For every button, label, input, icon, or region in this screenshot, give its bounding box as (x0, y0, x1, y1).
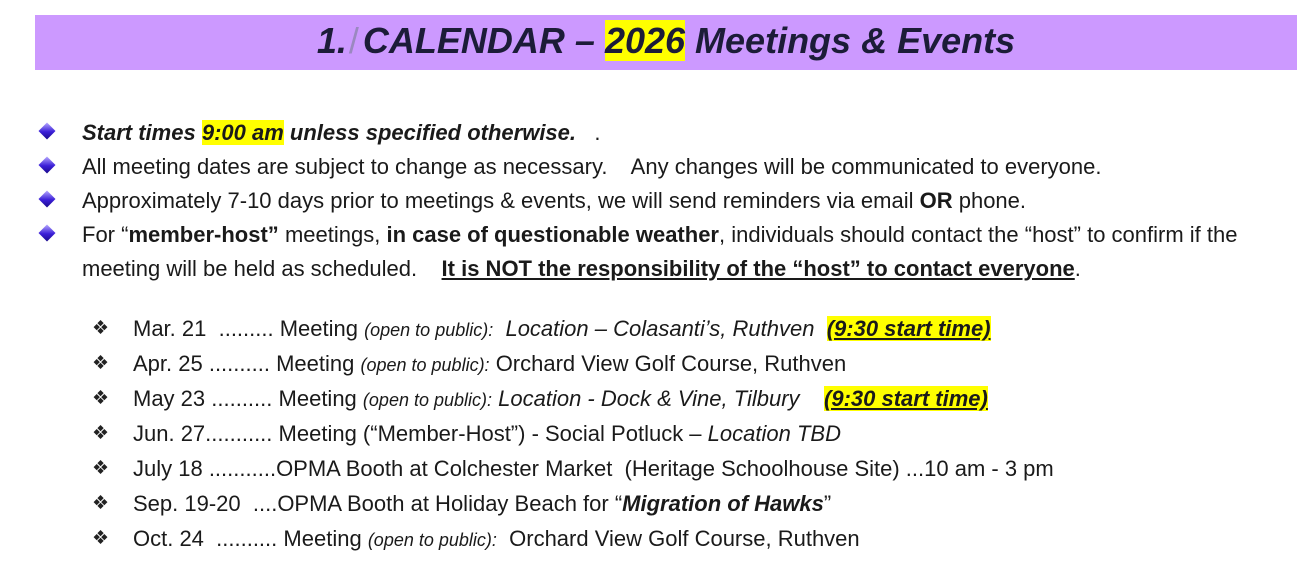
note-member-host: For “member-host” meetings, in case of questionable weather, individuals should contact the “host” to confirm if the meeting will be held as scheduled. It is NOT the responsibility of the “host” to contact everyone. (40, 218, 1310, 286)
notes-list (40, 116, 1310, 286)
four-point-star-icon: ❖ (92, 423, 110, 444)
section-title (35, 15, 1297, 70)
start-time-badge: (9:30 start time) (826, 316, 991, 341)
start-time-badge: (9:30 start time) (824, 386, 988, 411)
section-number: 1. (316, 20, 347, 61)
event-item: ❖ Sep. 19-20 ....OPMA Booth at Holiday Beach for “Migration of Hawks” (92, 486, 1054, 521)
four-point-star-icon: ❖ (92, 353, 110, 374)
title-suffix: Meetings & Events (695, 20, 1016, 61)
four-point-star-icon: ❖ (92, 528, 110, 549)
start-time-highlight: 9:00 am (201, 120, 284, 145)
four-point-star-icon: ❖ (92, 458, 110, 479)
diamond-bullet-icon (39, 123, 56, 140)
event-item: ❖ May 23 .......... Meeting (open to public): Location - Dock & Vine, Tilbury (9:30 start time) (92, 381, 1054, 416)
event-item: ❖ Apr. 25 .......... Meeting (open to public): Orchard View Golf Course, Ruthven (92, 346, 1054, 381)
four-point-star-icon: ❖ (92, 493, 110, 514)
four-point-star-icon: ❖ (92, 388, 110, 409)
event-item: ❖ Oct. 24 .......... Meeting (open to public): Orchard View Golf Course, Ruthven (92, 521, 1054, 556)
note-dates-change: All meeting dates are subject to change as necessary. Any changes will be communicated to everyone. (40, 150, 1310, 184)
event-item: ❖ Mar. 21 ......... Meeting (open to public): Location – Colasanti’s, Ruthven (9:30 start time) (92, 311, 1054, 346)
responsibility-note: It is NOT the responsibility of the “host” to contact everyone (441, 256, 1075, 281)
events-list (92, 311, 1054, 556)
title-prefix: CALENDAR – (362, 20, 595, 61)
diamond-bullet-icon (39, 191, 56, 208)
title-year: 2026 (604, 20, 686, 61)
event-item: ❖ Jun. 27........... Meeting (“Member-Host”) - Social Potluck – Location TBD (92, 416, 1054, 451)
diamond-bullet-icon (39, 225, 56, 242)
title-divider: / (348, 20, 359, 61)
note-start-times: Start times 9:00 am unless specified otherwise. . (40, 116, 1310, 150)
event-item: ❖ July 18 ...........OPMA Booth at Colchester Market (Heritage Schoolhouse Site) ...10 am - 3 pm (92, 451, 1054, 486)
diamond-bullet-icon (39, 157, 56, 174)
note-reminders: Approximately 7-10 days prior to meetings & events, we will send reminders via email OR phone. (40, 184, 1310, 218)
four-point-star-icon: ❖ (92, 318, 110, 339)
